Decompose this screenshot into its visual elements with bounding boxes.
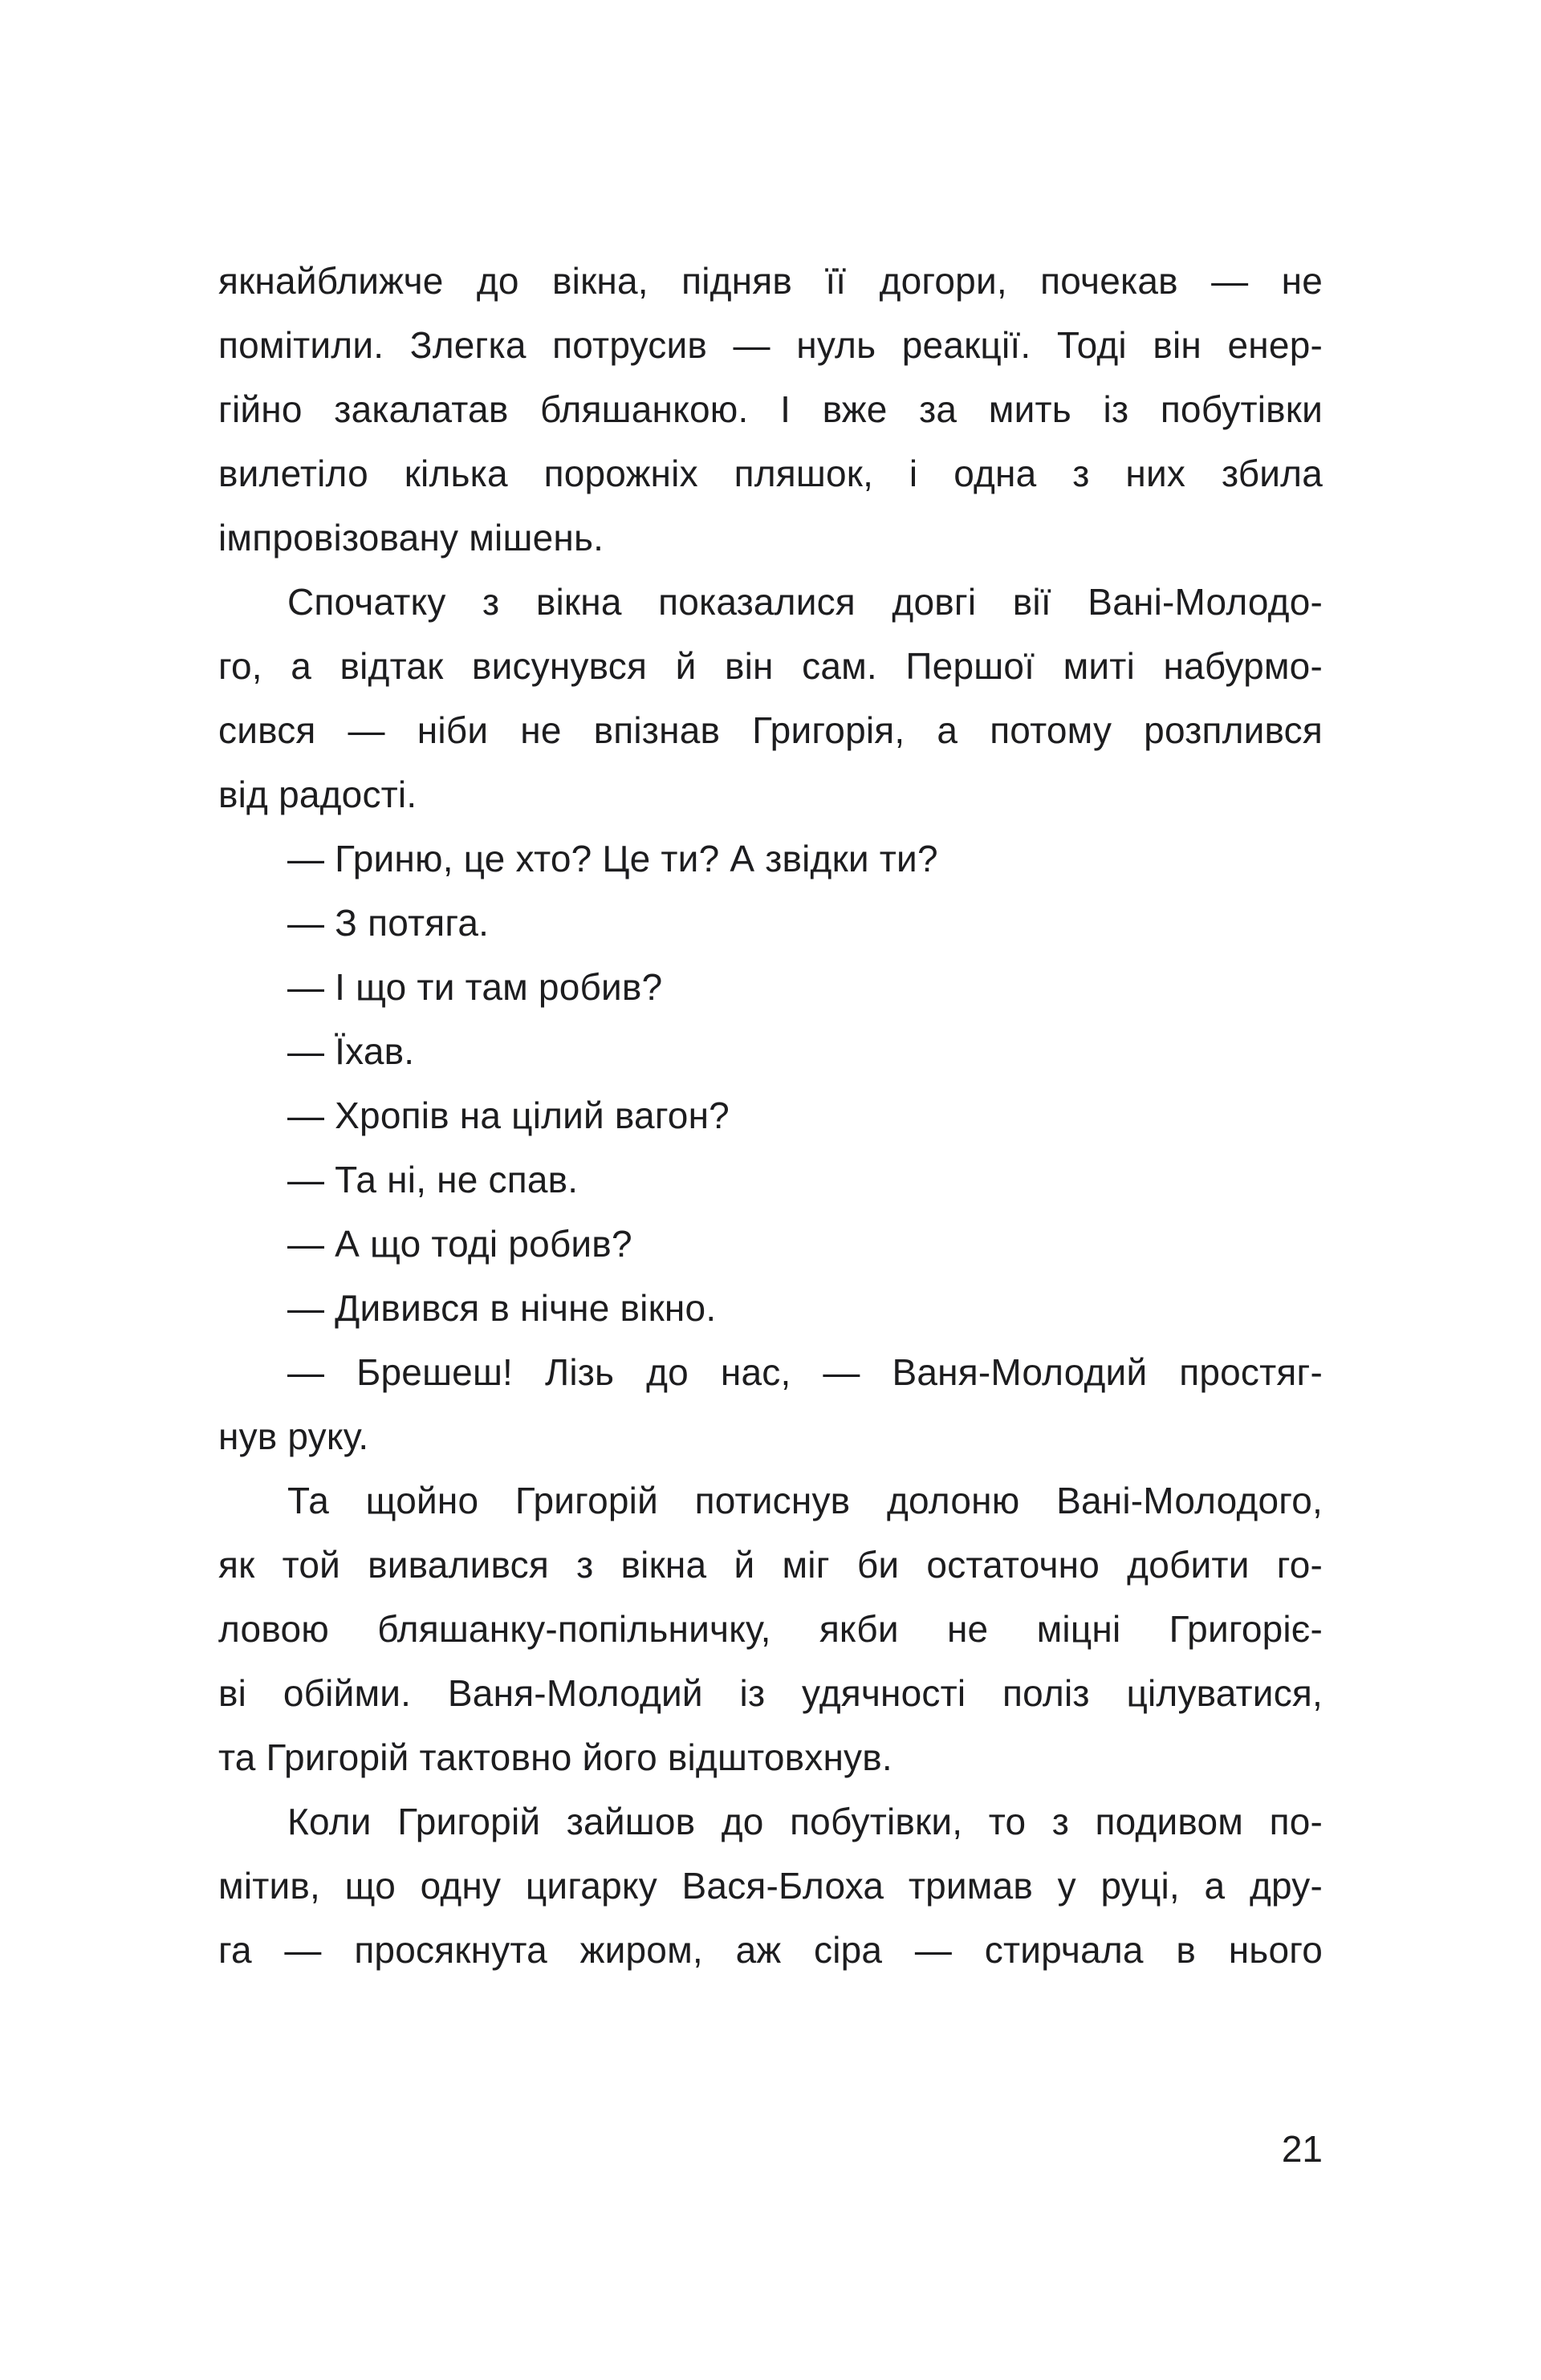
text-line: — Гриню, це хто? Це ти? А звідки ти? <box>287 838 938 879</box>
text-line: — З потяга. <box>287 902 490 944</box>
text-line: — А що тоді робив? <box>287 1223 632 1265</box>
text-line: та Григорій тактовно його відштовхнув. <box>218 1736 892 1778</box>
text-line: — Брешеш! Лізь до нас, — Ваня-Молодий простяг- <box>287 1351 1323 1393</box>
text-line: гійно закалатав бляшанкою. І вже за мить із побутівки <box>218 388 1323 430</box>
text-line: вилетіло кілька порожніх пляшок, і одна з них збила <box>218 453 1323 494</box>
text-line: — Хропів на цілий вагон? <box>287 1095 730 1136</box>
text-line: імпровізовану мішень. <box>218 517 604 558</box>
text-line: — Їхав. <box>287 1030 415 1072</box>
text-line: — І що ти там робив? <box>287 966 663 1008</box>
text-line: сився — ніби не впізнав Григорія, а потому розплився <box>218 709 1323 751</box>
text-line: — Дивився в нічне вікно. <box>287 1287 717 1329</box>
text-line: нув руку. <box>218 1415 369 1457</box>
text-line: Спочатку з вікна показалися довгі вії Вані-Молодо- <box>287 581 1323 623</box>
text-line: мітив, що одну цигарку Вася-Блоха тримав у руці, а дру- <box>218 1865 1323 1907</box>
page-number: 21 <box>1281 2128 1323 2170</box>
text-line: як той вивалився з вікна й міг би остаточно добити го- <box>218 1544 1323 1586</box>
text-line: помітили. Злегка потрусив — нуль реакції. Тоді він енер- <box>218 324 1323 366</box>
text-block <box>218 249 1323 1982</box>
text-line: Та щойно Григорій потиснув долоню Вані-Молодого, <box>287 1480 1323 1521</box>
text-line: Коли Григорій зайшов до побутівки, то з подивом по- <box>287 1801 1323 1842</box>
text-line: ві обійми. Ваня-Молодий із удячності поліз цілуватися, <box>218 1672 1323 1714</box>
text-line: — Та ні, не спав. <box>287 1159 579 1200</box>
text-line: ловою бляшанку-попільничку, якби не міцні Григоріє- <box>218 1608 1323 1650</box>
text-line: го, а відтак висунувся й він сам. Першої миті набурмо- <box>218 645 1323 687</box>
text-line: від радості. <box>218 774 417 815</box>
text-line: якнайближче до вікна, підняв її догори, почекав — не <box>218 260 1323 302</box>
text-line: га — просякнута жиром, аж сіра — стирчала в нього <box>218 1929 1323 1971</box>
